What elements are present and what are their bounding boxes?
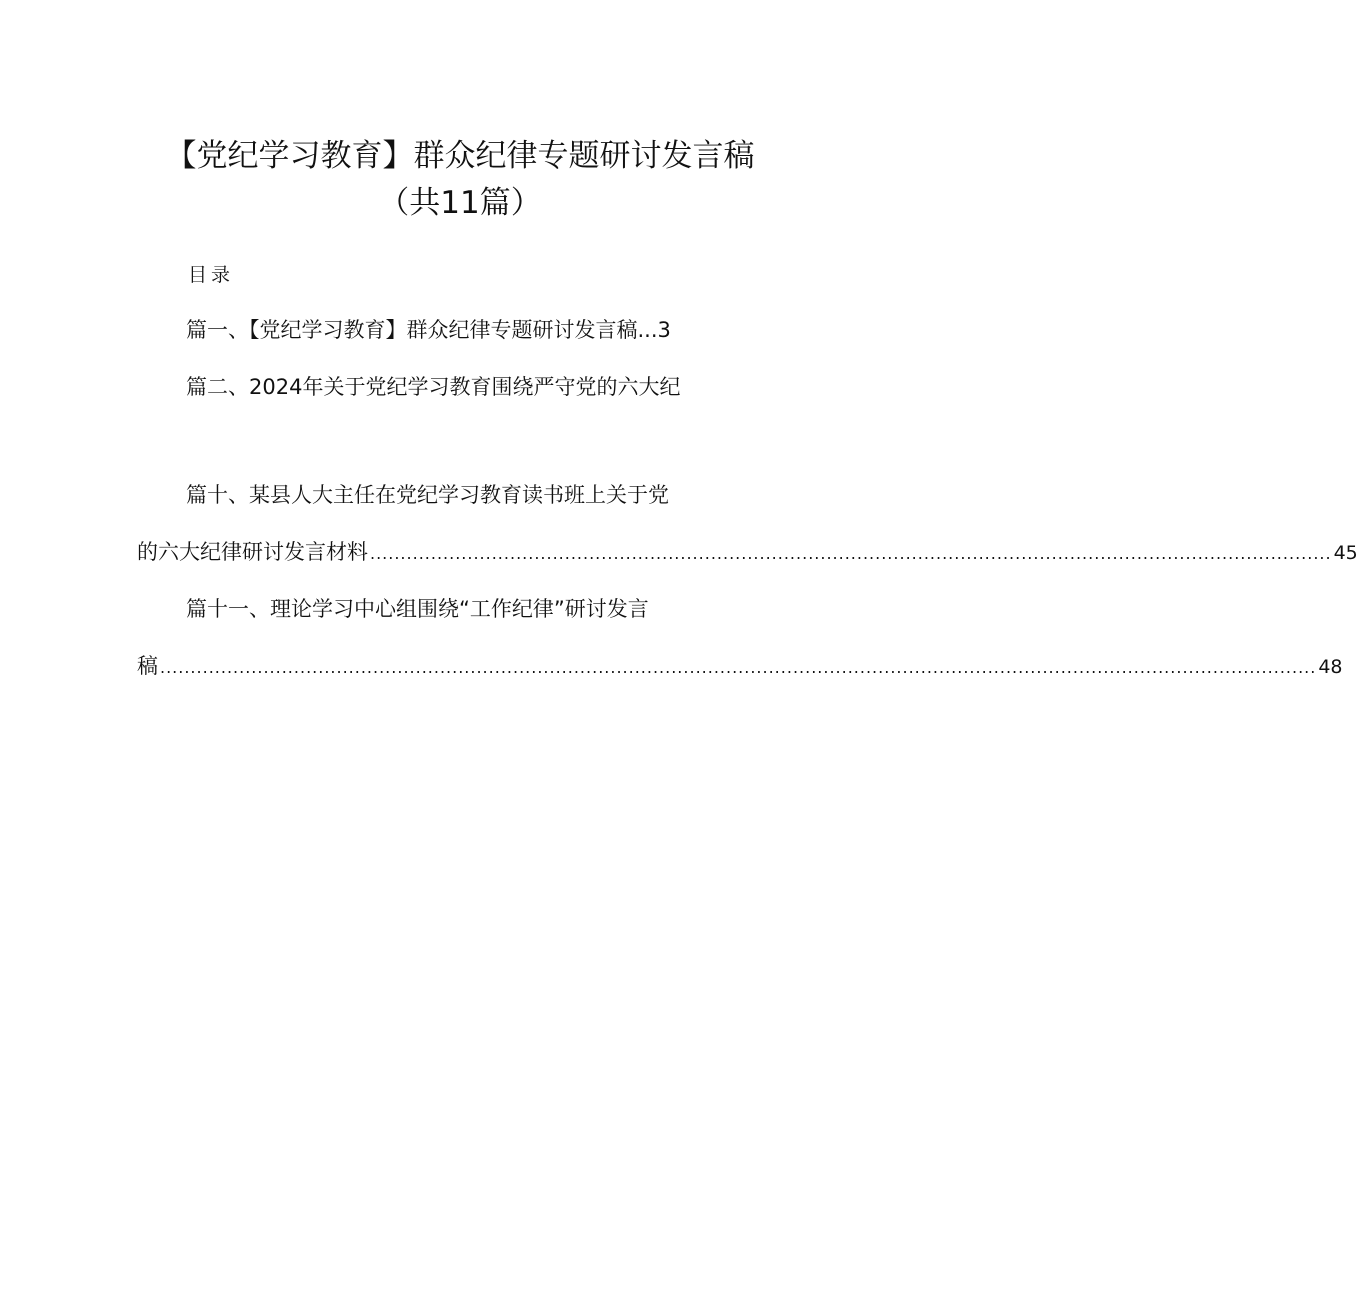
leader-dots: .............................................................................................................................................................. bbox=[370, 544, 1332, 563]
toc-entry-11-line2[interactable] bbox=[137, 651, 1343, 683]
toc-entry-11-text: 稿 bbox=[137, 654, 158, 678]
toc-entry-1[interactable]: 篇一、【党纪学习教育】群众纪律专题研讨发言稿...3 bbox=[186, 318, 671, 342]
toc-entry-2[interactable]: 篇二、2024年关于党纪学习教育围绕严守党的六大纪 bbox=[186, 375, 681, 399]
toc-entry-10-page: 45 bbox=[1333, 542, 1358, 564]
toc-entry-10-line2[interactable] bbox=[137, 537, 1358, 569]
toc-entry-10-line1[interactable]: 篇十、某县人大主任在党纪学习教育读书班上关于党 bbox=[186, 483, 669, 507]
toc-entry-10-text: 的六大纪律研讨发言材料 bbox=[137, 540, 368, 564]
toc-entry-11-line1[interactable]: 篇十一、理论学习中心组围绕“工作纪律”研讨发言 bbox=[186, 597, 649, 621]
leader-dots: .............................................................................................................................................................................................. bbox=[160, 658, 1317, 677]
document-title-line1: 【党纪学习教育】群众纪律专题研讨发言稿 bbox=[165, 138, 755, 174]
document-title-line2: （共11篇） bbox=[378, 185, 542, 221]
toc-entry-11-page: 48 bbox=[1318, 656, 1343, 678]
toc-heading: 目录 bbox=[188, 264, 235, 286]
